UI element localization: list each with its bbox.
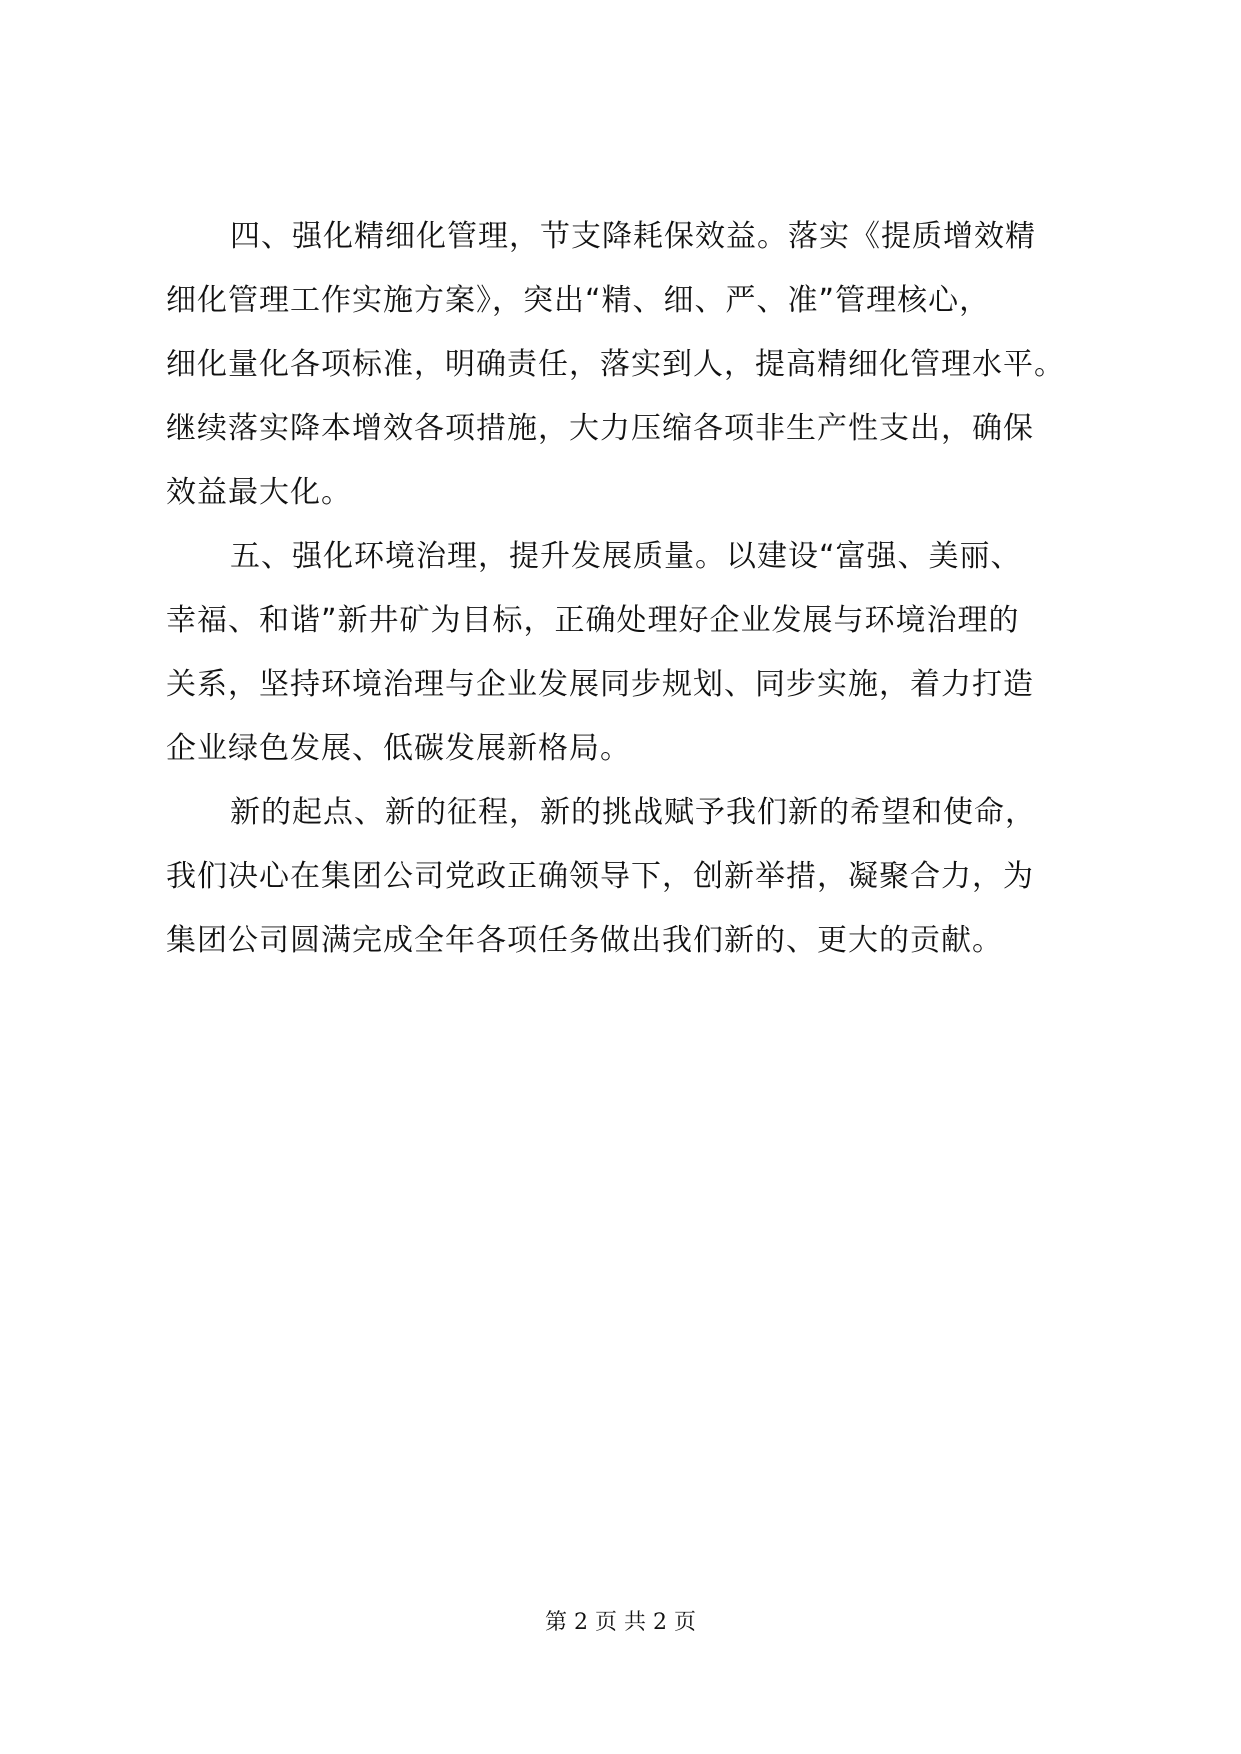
paragraph-line: 幸福、和谐”新井矿为目标，正确处理好企业发展与环境治理的 xyxy=(166,603,1020,638)
paragraph-line: 细化管理工作实施方案》，突出“精、细、严、准”管理核心， xyxy=(166,283,991,318)
paragraph-4-refined-management xyxy=(166,205,1086,525)
paragraph-line: 我们决心在集团公司党政正确领导下，创新举措，凝聚合力，为 xyxy=(166,859,1034,894)
paragraph-line: 继续落实降本增效各项措施，大力压缩各项非生产性支出，确保 xyxy=(166,411,1034,446)
paragraph-line: 四、强化精细化管理，节支降耗保效益。落实《提质增效精 xyxy=(230,219,1036,254)
paragraph-line: 效益最大化。 xyxy=(166,475,352,510)
paragraph-line: 关系，坚持环境治理与企业发展同步规划、同步实施，着力打造 xyxy=(166,667,1034,702)
paragraph-conclusion xyxy=(166,781,1086,973)
paragraph-5-environment xyxy=(166,525,1086,781)
paragraph-line: 企业绿色发展、低碳发展新格局。 xyxy=(166,731,631,766)
paragraph-line: 五、强化环境治理，提升发展质量。以建设“富强、美丽、 xyxy=(230,539,1022,574)
document-body xyxy=(166,205,1086,973)
paragraph-line: 新的起点、新的征程，新的挑战赋予我们新的希望和使命， xyxy=(230,795,1036,830)
paragraph-line: 细化量化各项标准，明确责任，落实到人，提高精细化管理水平。 xyxy=(166,347,1065,382)
paragraph-line: 集团公司圆满完成全年各项任务做出我们新的、更大的贡献。 xyxy=(166,923,1003,958)
page-number-footer: 第 2 页 共 2 页 xyxy=(545,1610,696,1635)
